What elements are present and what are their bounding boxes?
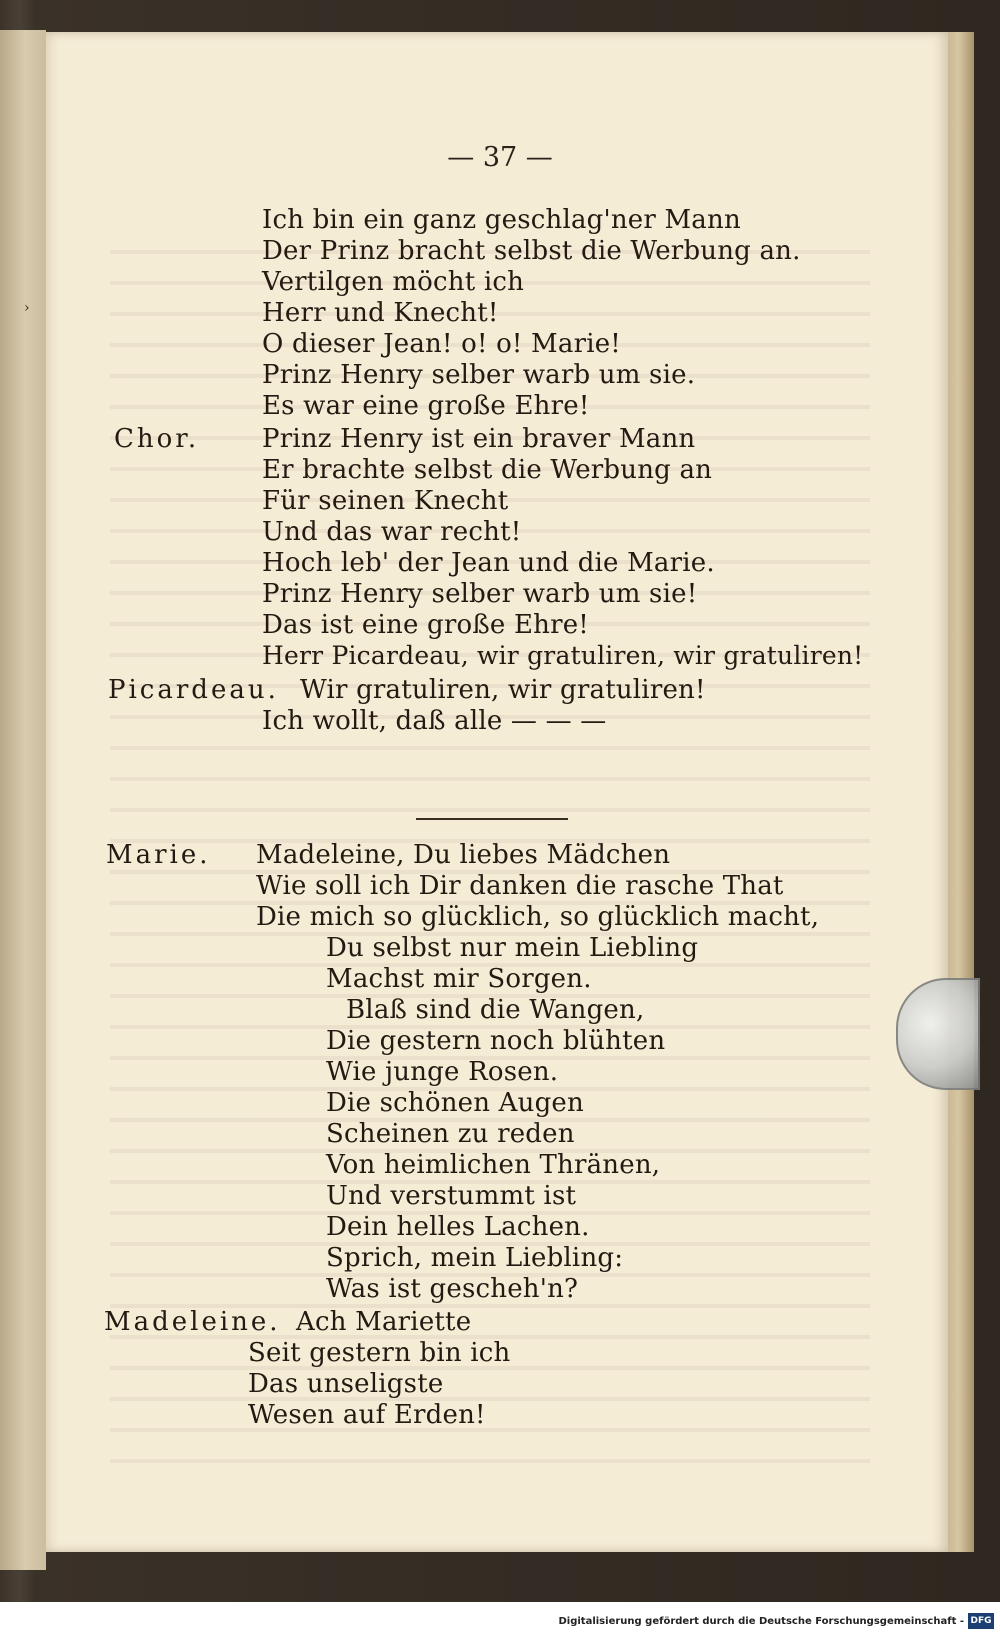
verse-line: Der Prinz bracht selbst die Werbung an. <box>262 236 801 266</box>
page-edge <box>948 32 974 1552</box>
verse-line: Und verstummt ist <box>326 1181 577 1211</box>
verse-line: Und das war recht! <box>262 517 522 547</box>
verse-line: Hoch leb' der Jean und die Marie. <box>262 548 715 578</box>
verse-line: Es war eine große Ehre! <box>262 391 590 421</box>
verse-line: Von heimlichen Thränen, <box>326 1150 661 1180</box>
page-clip <box>896 978 980 1090</box>
verse-line: Prinz Henry selber warb um sie! <box>262 579 698 609</box>
speaker-name: Marie. <box>106 840 211 870</box>
verse-line: Wie soll ich Dir danken die rasche That <box>256 871 784 901</box>
verse-line: Die gestern noch blühten <box>326 1026 666 1056</box>
verse-line: Prinz Henry selber warb um sie. <box>262 360 696 390</box>
speaker-name: Madeleine. <box>104 1307 281 1337</box>
verse-line: Sprich, mein Liebling: <box>326 1243 624 1273</box>
verse-line: Prinz Henry ist ein braver Mann <box>262 424 696 454</box>
page-number: — 37 — <box>447 142 553 173</box>
funding-credit: Digitalisierung gefördert durch die Deutsche Forschungsgemeinschaft - <box>558 1616 964 1627</box>
verse-line: Die schönen Augen <box>326 1088 584 1118</box>
verse-line: Für seinen Knecht <box>262 486 509 516</box>
verse-line: O dieser Jean! o! o! Marie! <box>262 329 621 359</box>
verse-line: Blaß sind die Wangen, <box>346 995 645 1025</box>
verse-line: Er brachte selbst die Werbung an <box>262 455 713 485</box>
verse-line: Herr Picardeau, wir gratuliren, wir gratuliren! <box>262 641 864 670</box>
speaker-name: Chor. <box>114 424 200 454</box>
verse-line: Madeleine, Du liebes Mädchen <box>256 840 671 870</box>
verse-line: Das unseligste <box>248 1369 444 1399</box>
verse-line: Scheinen zu reden <box>326 1119 575 1149</box>
verse-line: Ach Mariette <box>296 1307 472 1337</box>
margin-mark: › <box>24 300 30 316</box>
verse-line: Das ist eine große Ehre! <box>262 610 589 640</box>
verse-line: Seit gestern bin ich <box>248 1338 511 1368</box>
verse-line: Dein helles Lachen. <box>326 1212 590 1242</box>
verse-line: Die mich so glücklich, so glücklich macht, <box>256 902 820 932</box>
verse-line: Was ist gescheh'n? <box>326 1274 579 1304</box>
verse-line: Herr und Knecht! <box>262 298 499 328</box>
section-rule <box>416 818 568 820</box>
dfg-logo: DFG <box>968 1613 994 1629</box>
verse-line: Du selbst nur mein Liebling <box>326 933 699 963</box>
verse-line: Wir gratuliren, wir gratuliren! <box>300 675 706 705</box>
verse-line: Ich bin ein ganz geschlag'ner Mann <box>262 205 741 235</box>
verse-line: Ich wollt, daß alle — — — <box>262 706 607 736</box>
verse-line: Vertilgen möcht ich <box>262 267 525 297</box>
verse-line: Machst mir Sorgen. <box>326 964 592 994</box>
speaker-name: Picardeau. <box>108 675 279 705</box>
verse-line: Wie junge Rosen. <box>326 1057 559 1087</box>
previous-page-strip <box>0 30 46 1570</box>
verse-line: Wesen auf Erden! <box>248 1400 486 1430</box>
